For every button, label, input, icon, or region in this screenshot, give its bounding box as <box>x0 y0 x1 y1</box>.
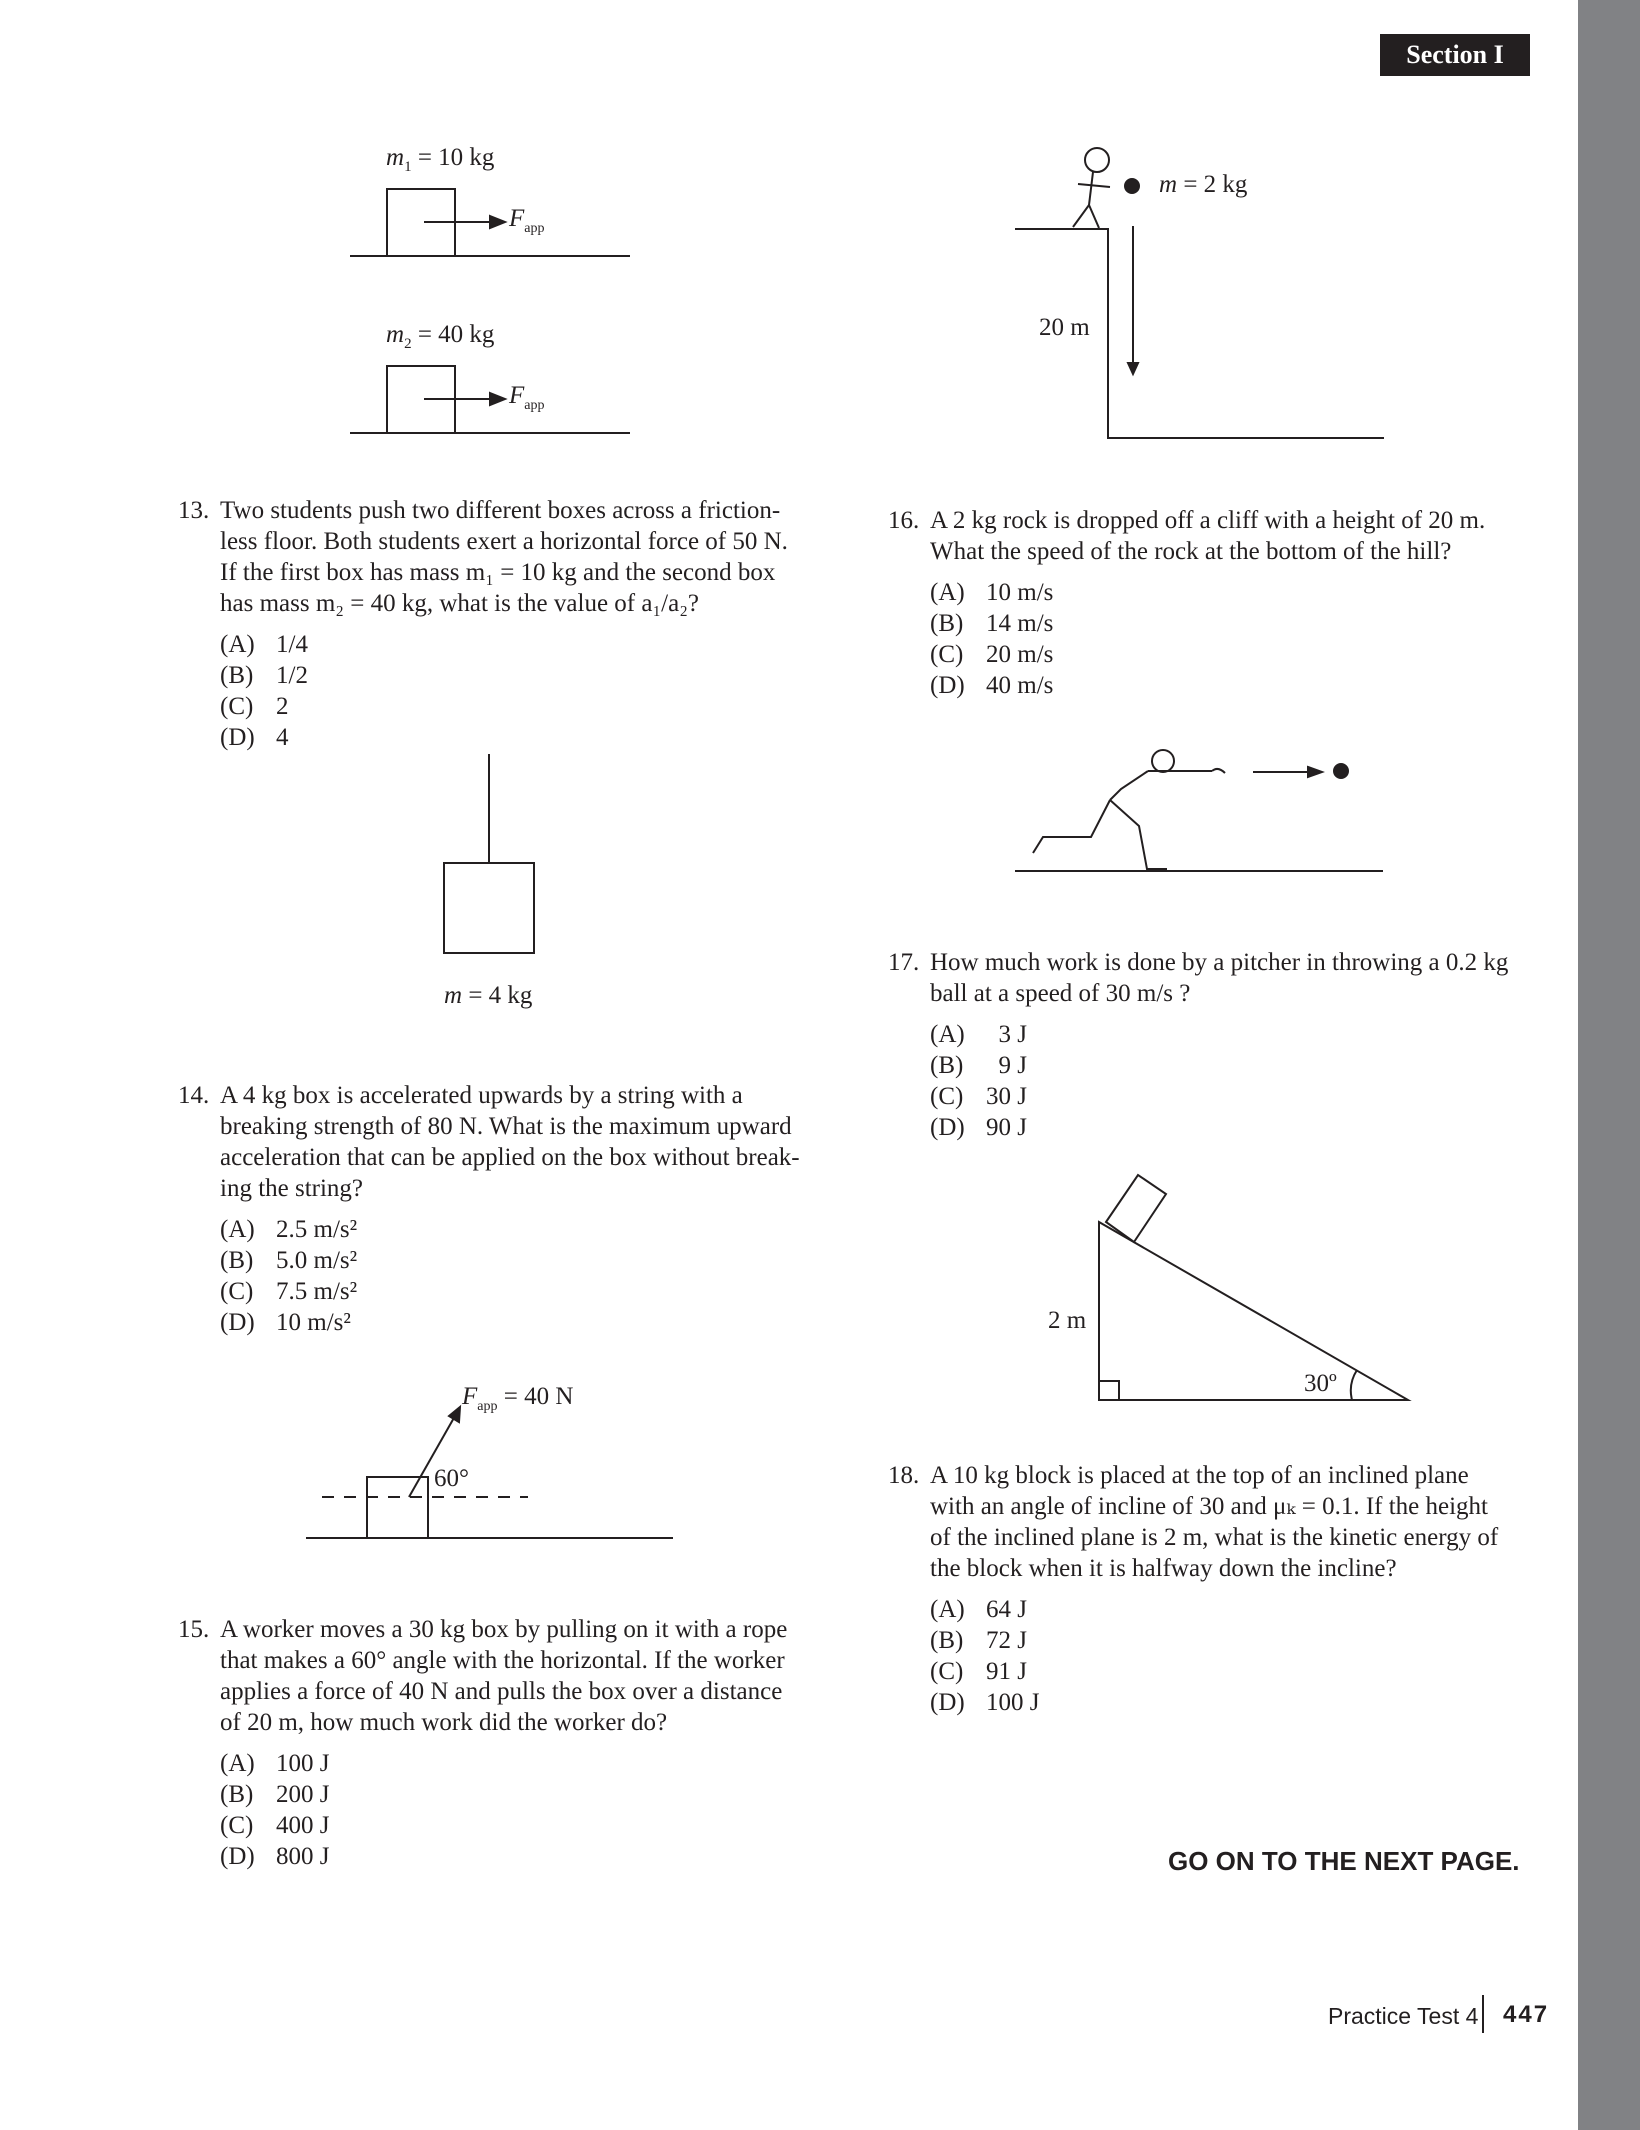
choice-a[interactable]: (A) 2.5 m/s² <box>220 1216 358 1243</box>
choice-c[interactable]: (C) 30 J <box>930 1083 1027 1110</box>
choice-b[interactable]: (B) 5.0 m/s² <box>220 1247 358 1274</box>
choice-c[interactable]: (C) 2 <box>220 693 289 720</box>
question-stem: A worker moves a 30 kg box by pulling on it with a rope that makes a 60° angle with the horizontal. If the worker applies a force of 40 N and pulls the box over a distance of 20 m, how much work did the worker do? <box>220 1616 788 1736</box>
person-legs <box>1073 205 1099 228</box>
pitcher-head <box>1152 750 1174 772</box>
choice-b[interactable]: (B) 9 J <box>930 1052 1027 1079</box>
rock <box>1125 179 1139 193</box>
question-13 <box>178 495 838 753</box>
diagram-q13 <box>350 189 630 433</box>
label-angle-q18: 30º <box>1304 1370 1337 1397</box>
person-head <box>1085 148 1109 172</box>
question-stem: A 4 kg box is accelerated upwards by a string with a breaking strength of 80 N. What is the maximum upward acceleration that can be applied on the box without break- ing the string? <box>220 1082 800 1202</box>
rope-arrowhead <box>449 1407 460 1422</box>
diagram-q17 <box>1015 750 1383 871</box>
answer-choices <box>220 1748 838 1872</box>
diagram-q15 <box>306 1407 673 1538</box>
pitcher-back-leg <box>1033 800 1110 853</box>
choice-d[interactable]: (D) 4 <box>220 724 289 751</box>
footer-divider <box>1482 1995 1484 2033</box>
choice-b[interactable]: (B) 200 J <box>220 1781 330 1808</box>
label-m2: $m_2 = 40$ kg <box>386 321 495 352</box>
next-page-notice: GO ON TO THE NEXT PAGE. <box>1168 1846 1520 1876</box>
label-mass-q16: m = 2 kg <box>1159 171 1248 198</box>
label-m1: $m_1 = 10$ kg <box>386 144 495 175</box>
answer-choices <box>930 1019 1568 1143</box>
ball <box>1334 764 1348 778</box>
incline-triangle <box>1099 1222 1408 1400</box>
answer-choices <box>220 629 838 753</box>
choice-c[interactable]: (C) 7.5 m/s² <box>220 1278 358 1305</box>
question-17 <box>888 947 1568 1143</box>
person-body <box>1089 172 1093 205</box>
choice-d[interactable]: (D) 100 J <box>930 1689 1040 1716</box>
label-mass-q14: m = 4 kg <box>444 982 533 1009</box>
label-force-q15: $F_{app} = 40$ N <box>462 1383 574 1414</box>
question-14 <box>178 1080 838 1338</box>
question-stem: A 10 kg block is placed at the top of an inclined plane with an angle of incline of 30 and μₖ = 0.1. If the height of the inclined plane is 2 m, what is the kinetic energy of the block when it is halfway down the incline? <box>930 1462 1499 1582</box>
question-number: 15. <box>178 1616 210 1643</box>
fall-arrowhead <box>1128 363 1138 374</box>
question-number: 17. <box>888 949 920 976</box>
answer-choices <box>930 1594 1568 1718</box>
question-stem: Two students push two different boxes across a friction- less floor. Both students exert a horizontal force of 50 N. If the first box has mass m₁ = 10 kg and the second box has mass m₂ = 40 kg, what is the value of a₁/a₂? <box>220 497 788 617</box>
question-18 <box>888 1460 1568 1718</box>
angle-arc <box>1351 1370 1357 1400</box>
choice-a[interactable]: (A) 1/4 <box>220 631 308 658</box>
choice-a[interactable]: (A) 3 J <box>930 1021 1027 1048</box>
label-height-q16: 20 m <box>1039 314 1090 341</box>
question-number: 14. <box>178 1082 210 1109</box>
question-stem: A 2 kg rock is dropped off a cliff with a height of 20 m. What the speed of the rock at the bottom of the hill? <box>930 507 1486 565</box>
label-force-2: $F_{app}$ <box>509 382 545 413</box>
force-arrowhead-2 <box>490 393 505 405</box>
right-angle-marker <box>1099 1381 1119 1400</box>
choice-d[interactable]: (D) 40 m/s <box>930 672 1054 699</box>
diagram-q14 <box>444 754 534 953</box>
diagram-q18 <box>1099 1175 1408 1400</box>
question-number: 13. <box>178 497 210 524</box>
choice-b[interactable]: (B) 14 m/s <box>930 610 1054 637</box>
label-height-q18: 2 m <box>1048 1307 1087 1334</box>
pitcher-front-leg <box>1110 800 1167 869</box>
pitcher-torso <box>1110 771 1148 800</box>
choice-c[interactable]: (C) 20 m/s <box>930 641 1054 668</box>
choice-a[interactable]: (A) 64 J <box>930 1596 1027 1623</box>
pitcher-hand <box>1212 769 1225 773</box>
choice-d[interactable]: (D) 800 J <box>220 1843 330 1870</box>
choice-d[interactable]: (D) 90 J <box>930 1114 1027 1141</box>
person-arms <box>1078 184 1110 187</box>
pulled-box <box>367 1477 428 1538</box>
choice-d[interactable]: (D) 10 m/s² <box>220 1309 351 1336</box>
answer-choices <box>220 1214 838 1338</box>
choice-a[interactable]: (A) 10 m/s <box>930 579 1054 606</box>
question-15 <box>178 1614 838 1872</box>
question-16 <box>888 505 1548 701</box>
page-number: 447 <box>1503 2001 1550 2028</box>
footer-title: Practice Test 4 <box>1328 2003 1479 2029</box>
choice-c[interactable]: (C) 400 J <box>220 1812 330 1839</box>
question-number: 16. <box>888 507 920 534</box>
throw-arrowhead <box>1308 767 1322 777</box>
choice-b[interactable]: (B) 1/2 <box>220 662 308 689</box>
question-stem: How much work is done by a pitcher in throwing a 0.2 kg ball at a speed of 30 m/s ? <box>930 949 1509 1007</box>
force-arrowhead-1 <box>490 216 505 228</box>
choice-c[interactable]: (C) 91 J <box>930 1658 1027 1685</box>
choice-b[interactable]: (B) 72 J <box>930 1627 1027 1654</box>
choice-a[interactable]: (A) 100 J <box>220 1750 330 1777</box>
label-angle-q15: 60° <box>434 1465 469 1492</box>
hanging-box <box>444 863 534 953</box>
label-force-1: $F_{app}$ <box>509 205 545 236</box>
section-badge: Section I <box>1380 34 1530 76</box>
answer-choices <box>930 577 1548 701</box>
question-number: 18. <box>888 1462 920 1489</box>
